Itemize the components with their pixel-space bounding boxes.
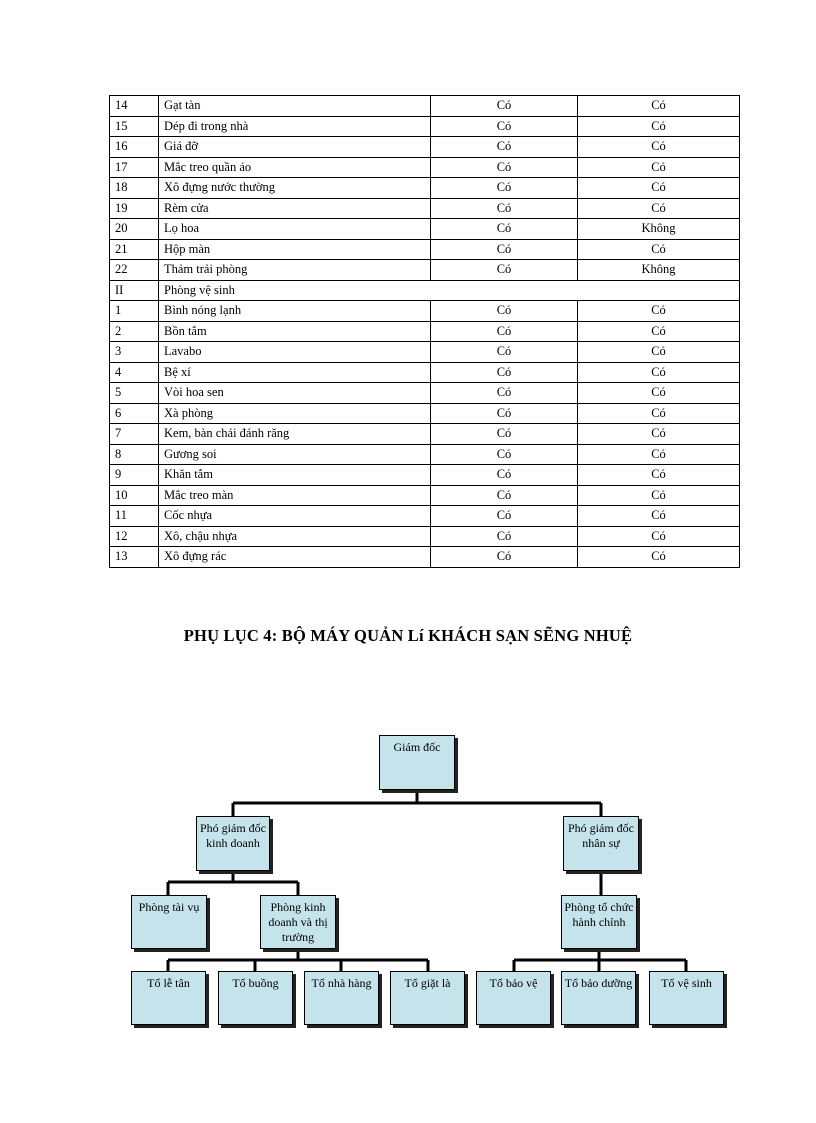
item-name-cell: Xô đựng rác: [159, 547, 431, 568]
availability-cell-a: Có: [431, 178, 578, 199]
org-box-laundry: Tổ giặt là: [390, 971, 465, 1025]
availability-cell-a: Có: [431, 219, 578, 240]
availability-cell-b: Có: [578, 362, 740, 383]
item-name-cell: Xô, chậu nhựa: [159, 526, 431, 547]
availability-cell-a: Có: [431, 321, 578, 342]
availability-cell-a: Có: [431, 444, 578, 465]
row-number-cell: 8: [110, 444, 159, 465]
availability-cell-a: Có: [431, 526, 578, 547]
org-box-deputy-hr: Phó giám đốc nhân sự: [563, 816, 639, 871]
availability-cell-a: Có: [431, 137, 578, 158]
availability-cell-b: Có: [578, 383, 740, 404]
item-name-cell: Cốc nhựa: [159, 506, 431, 527]
availability-cell-a: Có: [431, 403, 578, 424]
availability-cell-b: Có: [578, 321, 740, 342]
org-box-maintenance: Tổ bảo dưỡng: [561, 971, 636, 1025]
org-box-business-market-dept: Phòng kinh doanh và thị trường: [260, 895, 336, 949]
item-name-cell: Rèm cửa: [159, 198, 431, 219]
availability-cell-b: Có: [578, 137, 740, 158]
availability-cell-b: Có: [578, 424, 740, 445]
row-number-cell: 13: [110, 547, 159, 568]
availability-cell-a: Có: [431, 424, 578, 445]
availability-cell-a: Có: [431, 362, 578, 383]
availability-cell-b: Có: [578, 506, 740, 527]
org-box-cleaning: Tổ vệ sinh: [649, 971, 724, 1025]
org-box-housekeeping: Tổ buồng: [218, 971, 293, 1025]
row-number-cell: 2: [110, 321, 159, 342]
item-name-cell: Gạt tàn: [159, 96, 431, 117]
item-name-cell: Khăn tắm: [159, 465, 431, 486]
org-box-restaurant: Tổ nhà hàng: [304, 971, 379, 1025]
availability-cell-b: Có: [578, 301, 740, 322]
row-number-cell: 1: [110, 301, 159, 322]
availability-cell-b: Có: [578, 485, 740, 506]
item-name-cell: Xô đựng nước thường: [159, 178, 431, 199]
row-number-cell: 4: [110, 362, 159, 383]
row-number-cell: 12: [110, 526, 159, 547]
item-name-cell: Dép đi trong nhà: [159, 116, 431, 137]
item-name-cell: Gương soi: [159, 444, 431, 465]
availability-cell-b: Không: [578, 260, 740, 281]
availability-cell-a: Có: [431, 260, 578, 281]
row-number-cell: 11: [110, 506, 159, 527]
row-number-cell: II: [110, 280, 159, 301]
availability-cell-b: Có: [578, 526, 740, 547]
row-number-cell: 21: [110, 239, 159, 260]
row-number-cell: 22: [110, 260, 159, 281]
availability-cell-a: Có: [431, 547, 578, 568]
row-number-cell: 20: [110, 219, 159, 240]
item-name-cell: Bình nóng lạnh: [159, 301, 431, 322]
item-name-cell: Xà phòng: [159, 403, 431, 424]
item-name-cell: Lọ hoa: [159, 219, 431, 240]
availability-cell-a: Có: [431, 465, 578, 486]
item-name-cell: Giá đỡ: [159, 137, 431, 158]
availability-cell-a: Có: [431, 239, 578, 260]
row-number-cell: 16: [110, 137, 159, 158]
availability-cell-b: Có: [578, 96, 740, 117]
availability-cell-b: Có: [578, 157, 740, 178]
availability-cell-b: Có: [578, 239, 740, 260]
item-name-cell: Thảm trải phòng: [159, 260, 431, 281]
item-name-cell: Lavabo: [159, 342, 431, 363]
item-name-cell: Kem, bàn chải đánh răng: [159, 424, 431, 445]
availability-cell-b: Có: [578, 444, 740, 465]
availability-cell-b: Có: [578, 116, 740, 137]
item-name-cell: Mắc treo quần áo: [159, 157, 431, 178]
row-number-cell: 14: [110, 96, 159, 117]
availability-cell-b: Có: [578, 465, 740, 486]
org-box-deputy-business: Phó giám đốc kinh doanh: [196, 816, 270, 871]
row-number-cell: 17: [110, 157, 159, 178]
row-number-cell: 7: [110, 424, 159, 445]
availability-cell-b: Có: [578, 403, 740, 424]
org-box-reception: Tổ lễ tân: [131, 971, 206, 1025]
availability-cell-a: Có: [431, 198, 578, 219]
section-title-cell: Phòng vệ sinh: [159, 280, 740, 301]
availability-cell-a: Có: [431, 157, 578, 178]
item-name-cell: Vòi hoa sen: [159, 383, 431, 404]
row-number-cell: 6: [110, 403, 159, 424]
availability-cell-b: Có: [578, 178, 740, 199]
org-box-security: Tổ bảo vệ: [476, 971, 551, 1025]
row-number-cell: 18: [110, 178, 159, 199]
item-name-cell: Mắc treo màn: [159, 485, 431, 506]
availability-cell-a: Có: [431, 383, 578, 404]
org-box-finance-dept: Phòng tài vụ: [131, 895, 207, 949]
org-box-director: Giám đốc: [379, 735, 455, 790]
availability-cell-a: Có: [431, 342, 578, 363]
item-name-cell: Hộp màn: [159, 239, 431, 260]
appendix-title: PHỤ LỤC 4: BỘ MÁY QUẢN Lí KHÁCH SẠN SẼNG NHUỆ: [183, 626, 633, 645]
availability-cell-b: Không: [578, 219, 740, 240]
org-box-admin-dept: Phòng tổ chức hành chính: [561, 895, 637, 949]
item-name-cell: Bệ xí: [159, 362, 431, 383]
availability-cell-b: Có: [578, 198, 740, 219]
item-name-cell: Bồn tắm: [159, 321, 431, 342]
availability-cell-a: Có: [431, 301, 578, 322]
row-number-cell: 3: [110, 342, 159, 363]
row-number-cell: 19: [110, 198, 159, 219]
availability-cell-b: Có: [578, 547, 740, 568]
row-number-cell: 9: [110, 465, 159, 486]
row-number-cell: 10: [110, 485, 159, 506]
availability-cell-a: Có: [431, 116, 578, 137]
availability-cell-a: Có: [431, 96, 578, 117]
availability-cell-b: Có: [578, 342, 740, 363]
availability-cell-a: Có: [431, 506, 578, 527]
row-number-cell: 15: [110, 116, 159, 137]
row-number-cell: 5: [110, 383, 159, 404]
availability-cell-a: Có: [431, 485, 578, 506]
